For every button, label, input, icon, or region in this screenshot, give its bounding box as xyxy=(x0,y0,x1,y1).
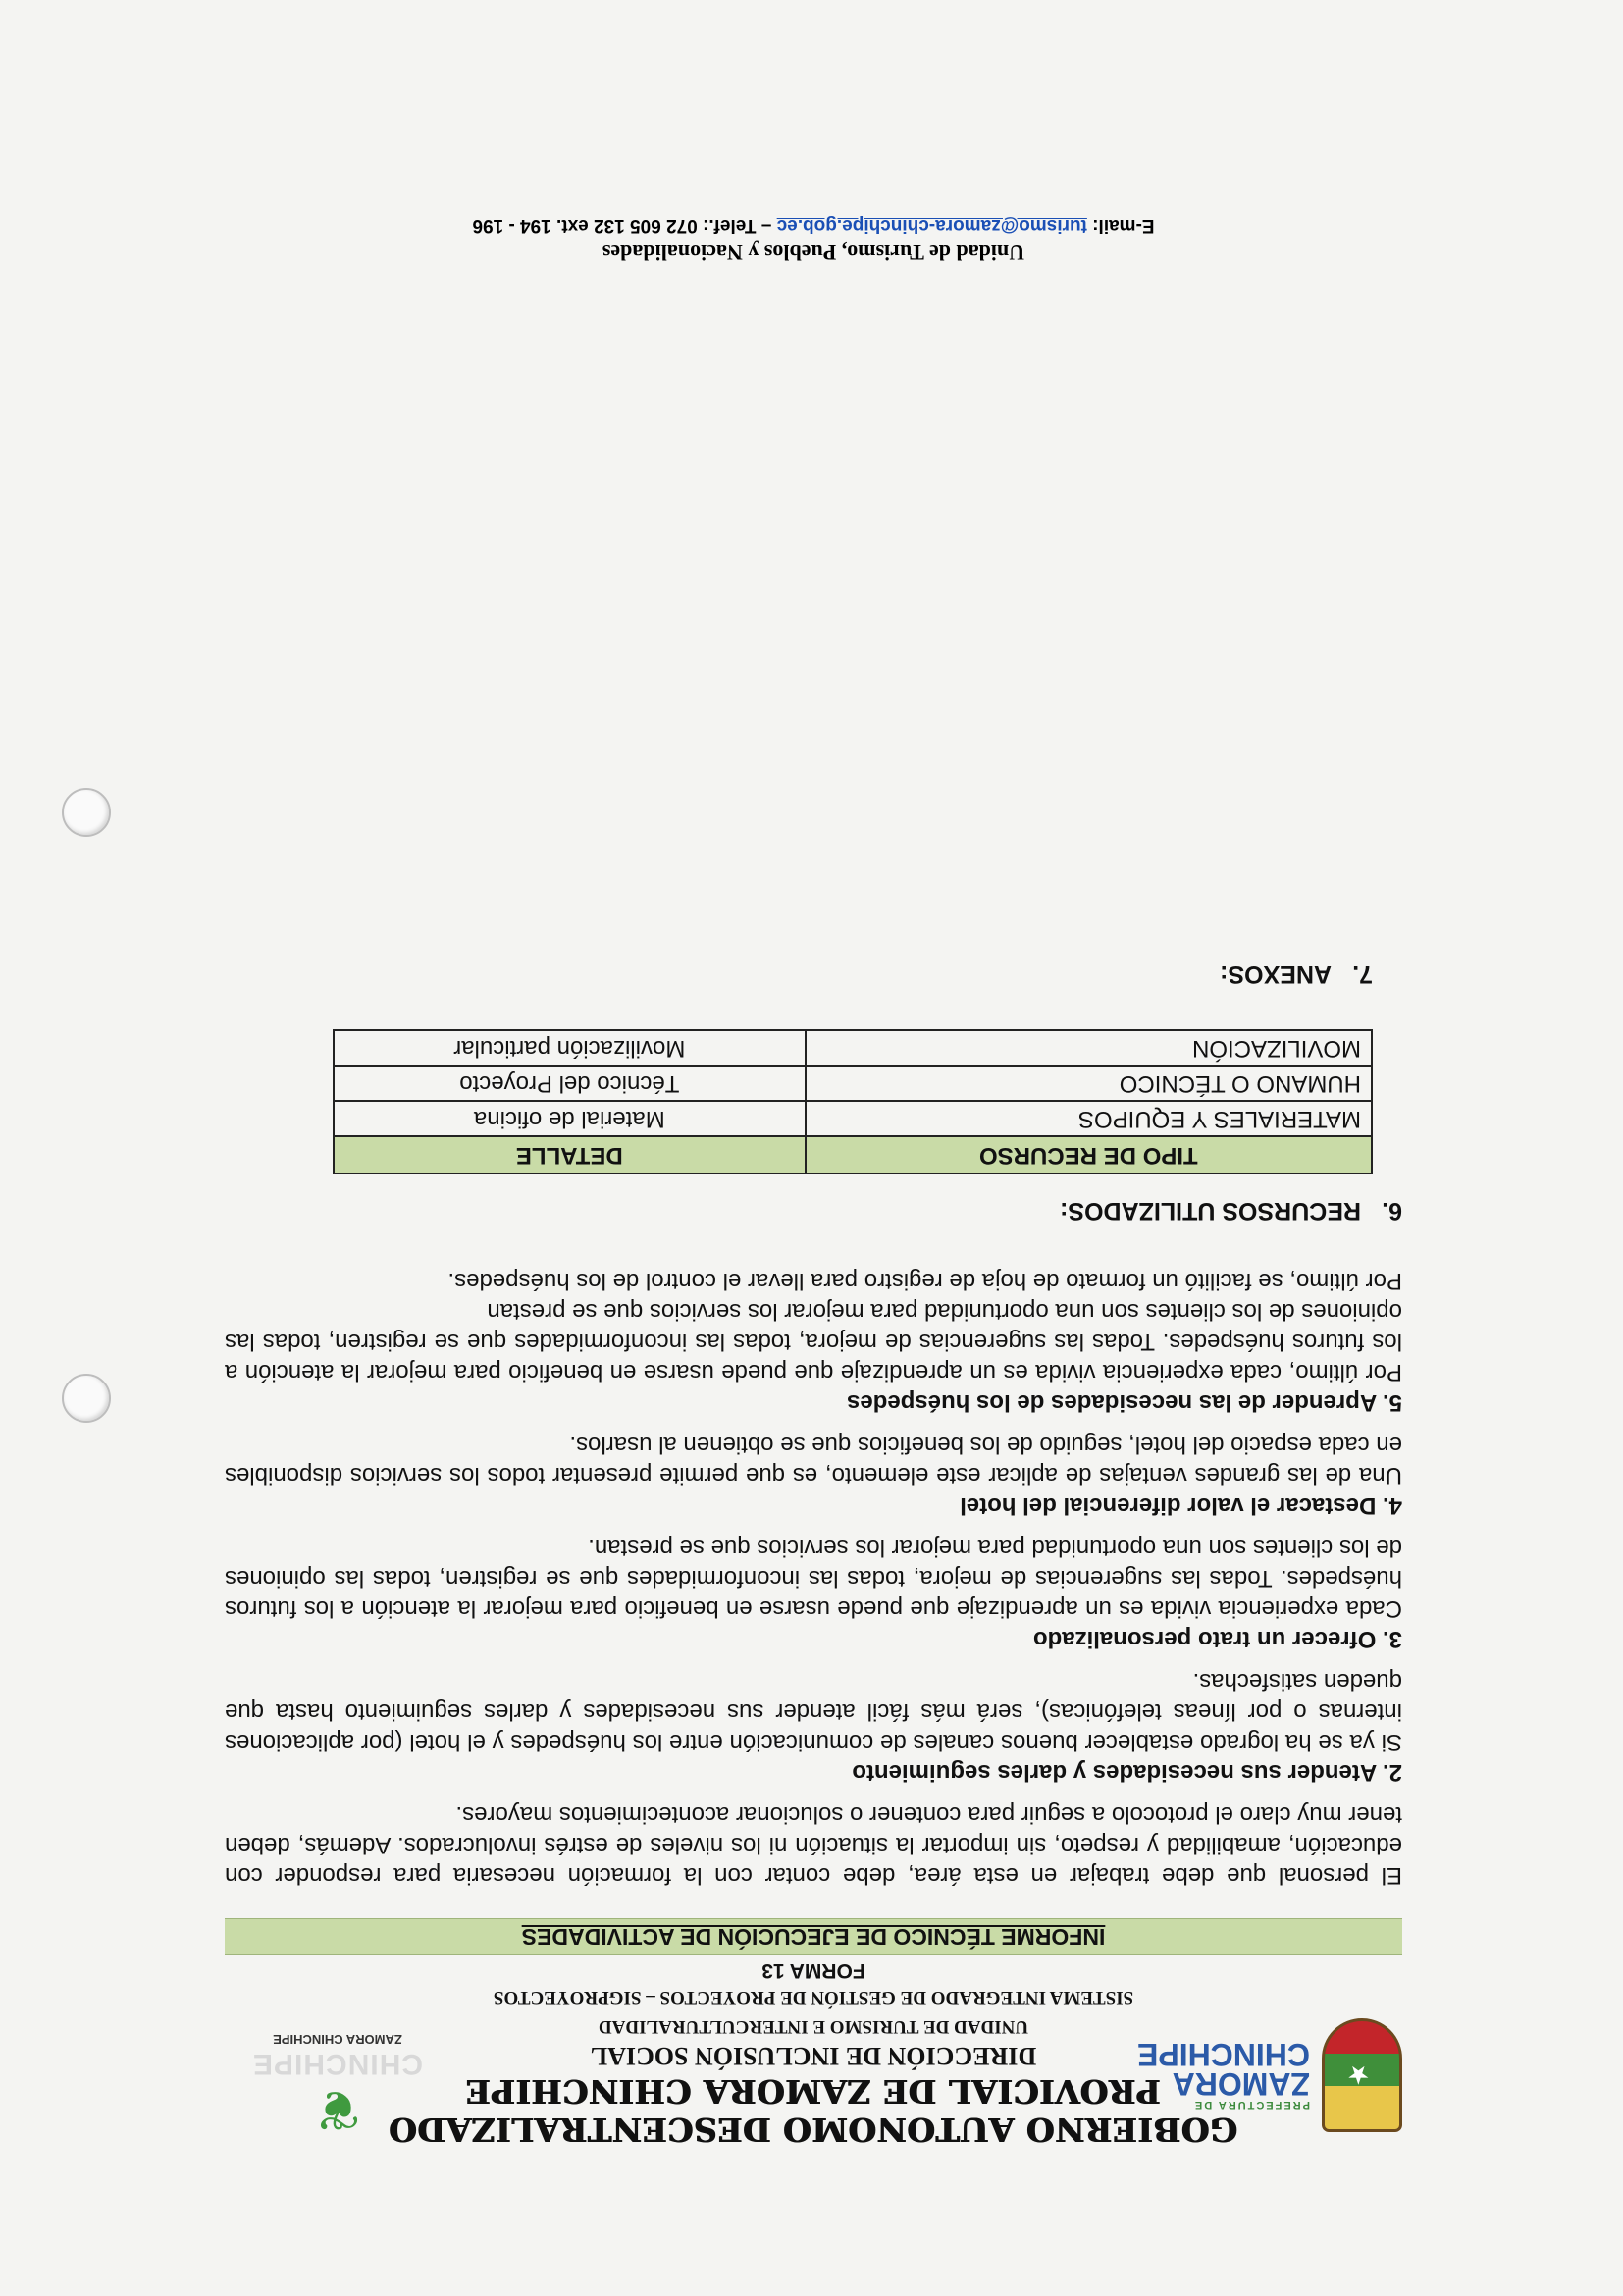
point-heading: 2. Atender sus necesidades y darles seguimiento xyxy=(852,1759,1402,1786)
logo-prefix: PREFECTURA DE xyxy=(1192,2099,1311,2111)
footer-contact xyxy=(225,214,1402,235)
table-cell: MATERIALES Y EQUIPOS xyxy=(806,1101,1372,1136)
table-cell: Material de oficina xyxy=(334,1101,806,1136)
point-text: Una de las grandes ventajas de aplicar este elemento, es que permite presentar todos los servicios disponibles en cada espacio del hotel, seguido de los beneficios que se obtienen al usarlos. xyxy=(225,1432,1402,1488)
table-row xyxy=(334,1066,1372,1101)
section-title: RECURSOS UTILIZADOS: xyxy=(1060,1197,1361,1225)
section-title: ANEXOS: xyxy=(1220,961,1332,988)
section-7-heading xyxy=(225,960,1373,988)
point-heading: 3. Ofrecer un trato personalizado xyxy=(1032,1626,1402,1652)
table-cell: HUMANO O TÉCNICO xyxy=(806,1066,1372,1101)
email-label: E-mail: xyxy=(1092,215,1155,235)
table-cell: Movilización particular xyxy=(334,1030,806,1066)
point-text: Cada experiencia vivida es un aprendizaje que puede usarse en beneficio para mejorar la atención a los futuros huéspedes. Todas las sugerencias de mejora, todas las inconformidades que se registren, todas las opiniones de los clientes son una oportunidad para mejorar los servicios que se prestan. xyxy=(225,1535,1402,1622)
phone-text: – Telef.: 072 605 132 ext. 194 - 196 xyxy=(472,215,772,235)
leaf-icon: ❦ xyxy=(314,2079,361,2141)
logo-line2: CHINCHIPE xyxy=(1137,2037,1311,2072)
table-row xyxy=(334,1101,1372,1136)
system-title: SISTEMA INTEGRADO DE GESTIÓN DE PROYECTOS – SIGPROYECTOS xyxy=(493,1987,1134,2008)
unit-title: UNIDAD DE TURISMO E INTERCULTURALIDAD xyxy=(598,2016,1029,2037)
point-2 xyxy=(225,1666,1402,1788)
direction-title: DIRECCIÓN DE INCLUSIÓN SOCIAL xyxy=(590,2042,1037,2070)
table-cell: MOVILIZACIÓN xyxy=(806,1030,1372,1066)
report-title: INFORME TÉCNICO DE EJECUCIÓN DE ACTIVIDADES xyxy=(225,1918,1402,1955)
table-cell: Técnico del Proyecto xyxy=(334,1066,806,1101)
point-extra-text: Por último, se facilitó un formato de hoja de registro para llevar el control de los huéspedes. xyxy=(447,1268,1402,1294)
crest-icon: ★ xyxy=(1322,2018,1402,2132)
tourism-logo-tag: ZAMORA CHINCHIPE xyxy=(273,2032,402,2047)
intro-paragraph: El personal que debe trabajar en esta área, debe contar con la formación necesaria para responder con educación, amabilidad y respeto, sin importar la situación ni los niveles de estrés involucrados. Además, deben tener muy claro el protocolo a seguir para contener o solucionar acontecimientos mayores. xyxy=(225,1801,1402,1889)
tourism-logo xyxy=(225,2002,450,2139)
point-text: Si ya se ha logrado establecer buenos canales de comunicación entre los huéspedes y el hotel (por aplicaciones internas o por líneas telefónicas), será más fácil atender sus necesidades y darles seguimiento hasta que queden satisfechas. xyxy=(225,1668,1402,1755)
tourism-logo-word: CHINCHIPE xyxy=(252,2048,424,2080)
header-titles xyxy=(323,1958,1304,2149)
point-5 xyxy=(225,1266,1402,1418)
punch-hole-upper xyxy=(62,788,111,837)
government-title: GOBIERNO AUTONOMO DESCENTRALIZADO PROVICIAL DE ZAMORA CHINCHIPE xyxy=(389,2072,1238,2149)
point-text: Por último, cada experiencia vivida es un aprendizaje que puede usarse en beneficio para mejorar la atención a los futuros huéspedes. Todas las sugerencias de mejora, todas las inconformidades que se registren, todas las opiniones de los clientes son una oportunidad para mejorar los servicios que se prestan xyxy=(225,1298,1402,1385)
resources-table xyxy=(333,1029,1373,1174)
footer-unit: Unidad de Turismo, Pueblos y Nacionalidades xyxy=(602,240,1025,265)
point-3 xyxy=(225,1533,1402,1654)
column-header: TIPO DE RECURSO xyxy=(806,1136,1372,1174)
logo-line1: ZAMORA xyxy=(1172,2066,1311,2102)
table-row xyxy=(334,1030,1372,1066)
form-number: FORMA 13 xyxy=(761,1959,865,1982)
point-heading: 5. Aprender de las necesidades de los huéspedes xyxy=(846,1389,1402,1416)
document-header xyxy=(225,1959,1402,2149)
document-content xyxy=(225,960,1402,2149)
document-footer xyxy=(225,214,1402,265)
section-number: 7. xyxy=(1352,961,1373,988)
table-header-row xyxy=(334,1136,1372,1174)
section-6-heading xyxy=(225,1196,1402,1225)
point-4 xyxy=(225,1430,1402,1521)
email-link[interactable]: turismo@zamora-chinchipe.gob.ec xyxy=(776,215,1087,235)
section-number: 6. xyxy=(1382,1197,1402,1225)
point-heading: 4. Destacar el valor diferencial del hotel xyxy=(960,1492,1402,1519)
punch-hole-lower xyxy=(62,1374,111,1423)
column-header: DETALLE xyxy=(334,1136,806,1174)
